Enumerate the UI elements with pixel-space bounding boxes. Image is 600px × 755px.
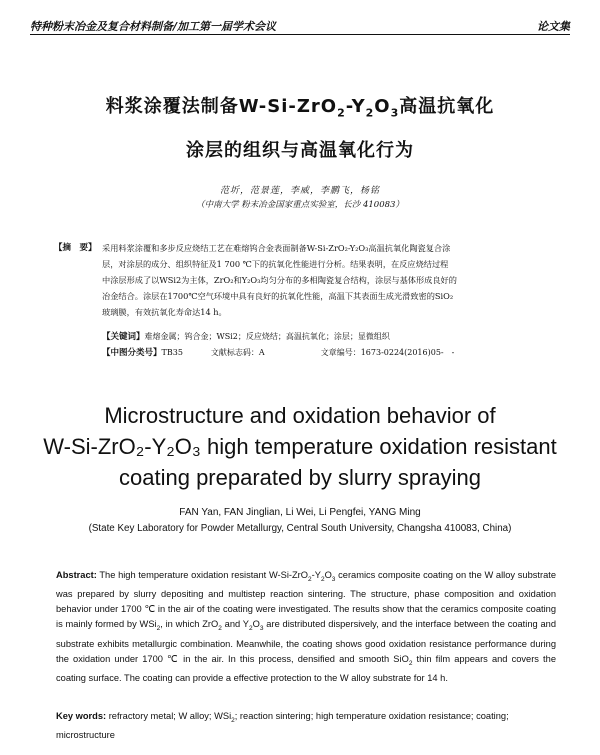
cn-class-code: TB35 (161, 348, 183, 357)
cn-abstract (54, 240, 514, 320)
cn-article-no: 1673-0224(2016)05- - (360, 348, 455, 357)
cn-doc-code: A (258, 348, 265, 357)
cn-keywords (102, 330, 390, 342)
cn-keywords-text: 难熔金属；钨合金；WSi2；反应烧结；高温抗氧化；涂层；显微组织 (144, 332, 390, 341)
cn-abstract-line: 中涂层形成了以WSi2为主体，ZrO₂和Y₂O₃均匀分布的多相陶瓷复合结构，涂层与基体形成良好的 (102, 275, 457, 285)
cn-affiliation: （中南大学 粉末冶金国家重点实验室，长沙 410083） (196, 200, 404, 210)
header-section-name: 论文集 (537, 20, 570, 33)
cn-authors: 范圻，范景莲，李威，李鹏飞，杨铭 (219, 186, 380, 196)
cn-class-label: 【中图分类号】 (102, 348, 162, 358)
cn-abstract-line: 冶金结合。涂层在1700℃空气环境中具有良好的抗氧化性能，高温下其表面生成光滑致密的SiO₂ (102, 291, 454, 301)
cn-doc-code-label: 文献标志码： (210, 348, 259, 357)
en-keywords: Key words: refractory metal; W alloy; WSi$_2$; reaction sintering; high temperature oxidation resistance; coating; microstructure (56, 711, 509, 741)
cn-keywords-label: 【关键词】 (102, 332, 145, 342)
cn-classification (102, 346, 454, 358)
en-abstract: Abstract: The high temperature oxidation resistant $W-Si-ZrO_2-Y_2O_3$ ceramics composite coating on the W alloy substrate was prepared by slurry depositing and multistep reaction sintering. The structure, phase composition and oxidation behavior under 1700 ℃ in the air of the coating were investigated. The results show that the ceramics composite coating is mainly formed by WSi$_2$, in which ZrO$_2$ and $Y_2O_3$ are distributed dispersively, and the interface between the coating and substrate exhibits metallurgic combination. Meanwhile, the coating shows good oxidation resistance performance during the oxidation under 1700 ℃ in the air. In this process, densified and smooth SiO$_2$ thin film appears and covers the coating surface. The coating can provide a effective protection to the W alloy substrate for 14 h. (56, 570, 556, 683)
running-header (30, 14, 570, 34)
en-authors: FAN Yan, FAN Jinglian, Li Wei, Li Pengfei, YANG Ming (179, 507, 421, 518)
en-title-line-2: W-Si-ZrO₂-Y₂O₃ high temperature oxidation resistant (43, 434, 557, 459)
en-affiliation: (State Key Laboratory for Powder Metallurgy, Central South University, Changsha 410083, China) (88, 523, 512, 534)
cn-title-line-2: 涂层的组织与高温氧化行为 (186, 140, 414, 161)
cn-abstract-line: 采用料浆涂覆和多步反应烧结工艺在难熔钨合金表面制备W-Si-ZrO₂-Y₂O₃高温抗氧化陶瓷复合涂 (102, 243, 451, 253)
cn-title-line-1: 料浆涂覆法制备$W-Si-ZrO_2-Y_2O_3$高温抗氧化 (105, 96, 495, 120)
cn-abstract-label: 【摘 要】 (54, 243, 97, 253)
header-conference-name: 特种粉末冶金及复合材料制备/加工第一届学术会议 (30, 20, 277, 33)
en-abstract-label: Abstract: (56, 570, 97, 580)
cn-article-no-label: 文章编号： (320, 348, 361, 357)
cn-abstract-line: 层，对涂层的成分、组织特征及1 700 ℃下的抗氧化性能进行分析。结果表明，在反应烧结过程 (102, 259, 449, 269)
header-rule (30, 34, 570, 35)
cn-abstract-line: 玻璃膜，有效抗氧化寿命达14 h。 (102, 307, 227, 317)
en-keywords-label: Key words: (56, 711, 107, 721)
en-title-line-3: coating preparated by slurry spraying (119, 465, 481, 490)
en-title-line-1: Microstructure and oxidation behavior of (104, 403, 496, 428)
